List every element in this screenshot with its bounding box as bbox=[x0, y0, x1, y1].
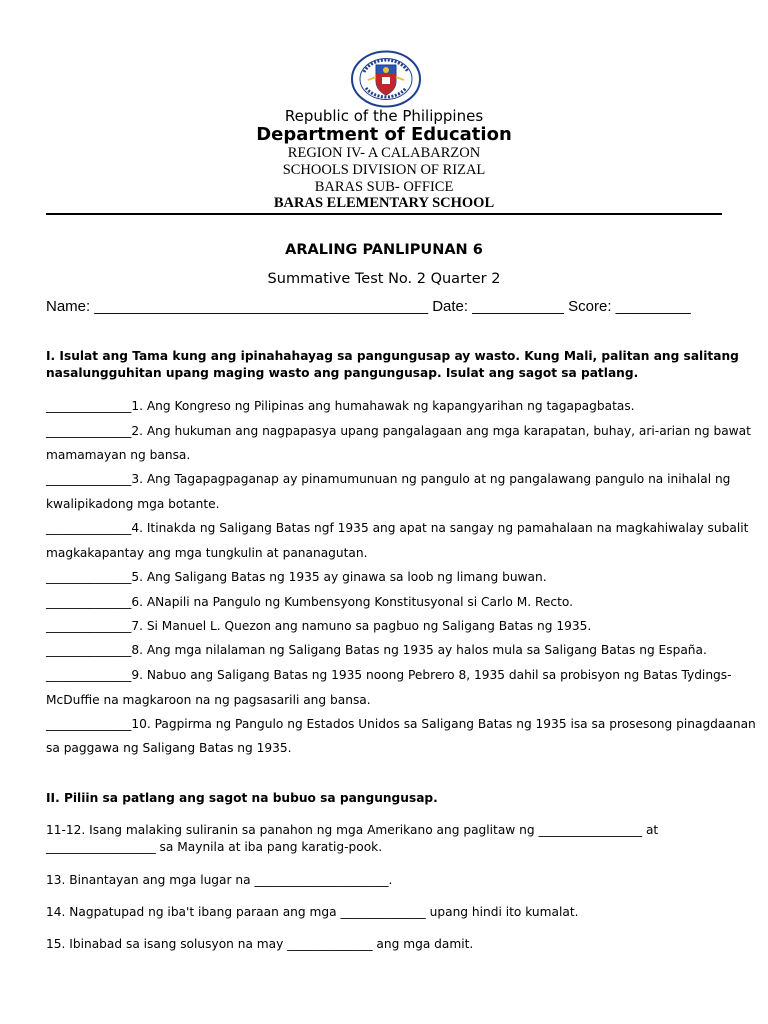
department-heading: Department of Education bbox=[256, 124, 512, 145]
question-line: ______________4. Itinakda ng Saligang Batas ngf 1935 ang apat na sangay ng pamahalaan na magkahiwalay subalit bbox=[46, 521, 749, 535]
test-title: Summative Test No. 2 Quarter 2 bbox=[267, 271, 501, 287]
question-line: 14. Nagpatupad ng iba't ibang paraan ang mga ______________ upang hindi ito kumalat. bbox=[46, 905, 579, 919]
question-line: kwalipikadong mga botante. bbox=[46, 497, 220, 511]
question-line: 15. Ibinabad sa isang solusyon na may ______________ ang mga damit. bbox=[46, 937, 474, 951]
question-line: ______________9. Nabuo ang Saligang Batas ng 1935 noong Pebrero 8, 1935 dahil sa probisyon ng Batas Tydings- bbox=[46, 668, 732, 682]
school-heading: BARAS ELEMENTARY SCHOOL bbox=[273, 195, 495, 211]
question-line: sa paggawa ng Saligang Batas ng 1935. bbox=[46, 741, 292, 755]
question-line: mamamayan ng bansa. bbox=[46, 448, 191, 462]
deped-seal-icon bbox=[350, 50, 422, 108]
header-divider bbox=[46, 213, 722, 215]
part1-instruction-line2: nasalungguhitan upang maging wasto ang pangungusap. Isulat ang sagot sa patlang. bbox=[46, 366, 639, 380]
name-date-score-line: Name: ________________________________________ Date: ___________ Score: _________ bbox=[46, 298, 691, 315]
question-line: 13. Binantayan ang mga lugar na ______________________. bbox=[46, 873, 393, 887]
question-line: ______________2. Ang hukuman ang nagpapasya upang pangalagaan ang mga karapatan, buhay, ari-arian ng bawat bbox=[46, 424, 751, 438]
part1-instruction-line1: I. Isulat ang Tama kung ang ipinahahayag sa pangungusap ay wasto. Kung Mali, palitan ang salitang bbox=[46, 349, 739, 363]
question-line: ______________5. Ang Saligang Batas ng 1935 ay ginawa sa loob ng limang buwan. bbox=[46, 570, 547, 584]
republic-heading: Republic of the Philippines bbox=[284, 107, 484, 125]
question-line: 11-12. Isang malaking suliranin sa panahon ng mga Amerikano ang paglitaw ng _________________ at bbox=[46, 823, 659, 837]
region-heading: REGION IV- A CALABARZON bbox=[287, 145, 481, 161]
question-line: ______________8. Ang mga nilalaman ng Saligang Batas ng 1935 ay halos mula sa Saligang Batas ng España. bbox=[46, 643, 707, 657]
question-line: __________________ sa Maynila at iba pang karatig-pook. bbox=[46, 840, 383, 854]
question-line: ______________1. Ang Kongreso ng Pilipinas ang humahawak ng kapangyarihan ng tagapagbatas. bbox=[46, 399, 635, 413]
question-line: ______________10. Pagpirma ng Pangulo ng Estados Unidos sa Saligang Batas ng 1935 isa sa prosesong pinagdaanan bbox=[46, 717, 756, 731]
question-line: ______________3. Ang Tagapagpaganap ay pinamumunuan ng pangulo at ng pangalawang pangulo na inihalal ng bbox=[46, 472, 731, 486]
question-line: ______________6. ANapili na Pangulo ng Kumbensyong Konstitusyonal si Carlo M. Recto. bbox=[46, 595, 574, 609]
question-line: magkakapantay ang mga tungkulin at pananagutan. bbox=[46, 546, 368, 560]
subject-title: ARALING PANLIPUNAN 6 bbox=[285, 242, 483, 258]
question-line: McDuffie na magkaroon na ng pagsasarili ang bansa. bbox=[46, 693, 371, 707]
division-heading: SCHOOLS DIVISION OF RIZAL bbox=[282, 162, 486, 178]
question-line: ______________7. Si Manuel L. Quezon ang namuno sa pagbuo ng Saligang Batas ng 1935. bbox=[46, 619, 592, 633]
part2-instruction: II. Piliin sa patlang ang sagot na bubuo sa pangungusap. bbox=[46, 791, 438, 805]
suboffice-heading: BARAS SUB- OFFICE bbox=[314, 179, 454, 195]
